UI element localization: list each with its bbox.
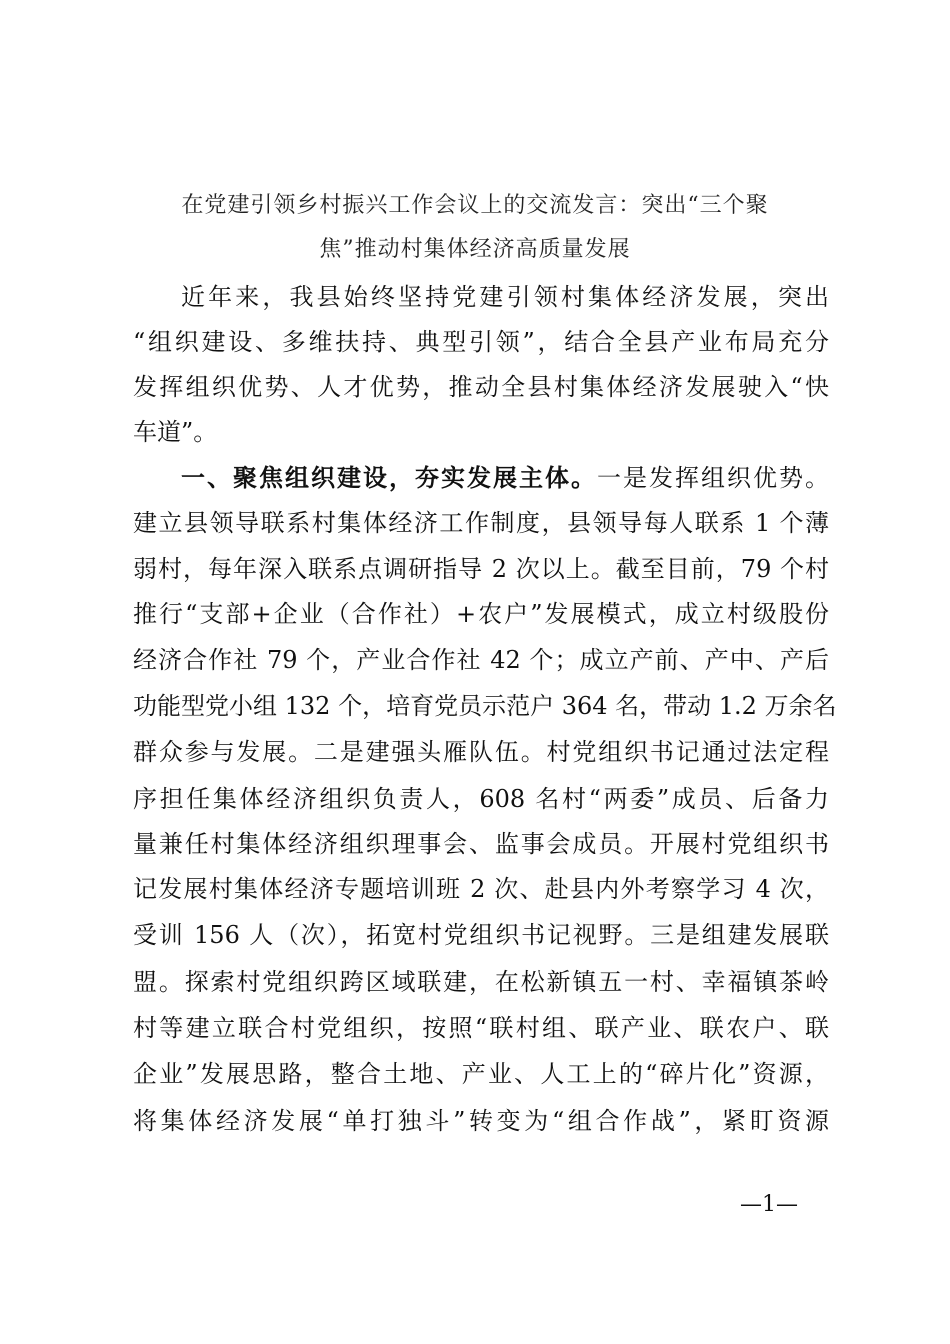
paragraph-line: 量兼任村集体经济组织理事会、监事会成员。开展村党组织书 bbox=[133, 830, 829, 858]
paragraph-line: 企业”发展思路，整合土地、产业、人工上的“碎片化”资源， bbox=[133, 1060, 829, 1088]
paragraph-text: 一是发挥组织优势。 bbox=[597, 464, 829, 492]
paragraph-line: 经济合作社 79 个，产业合作社 42 个；成立产前、产中、产后 bbox=[133, 646, 829, 674]
paragraph-line: 发挥组织优势、人才优势，推动全县村集体经济发展驶入“快 bbox=[133, 373, 829, 401]
paragraph-line: 序担任集体经济组织负责人，608 名村“两委”成员、后备力 bbox=[133, 785, 829, 813]
paragraph-line: 受训 156 人（次），拓宽村党组织书记视野。三是组建发展联 bbox=[133, 921, 829, 949]
document-title-line-2: 焦”推动村集体经济高质量发展 bbox=[319, 237, 631, 262]
section-heading-line bbox=[133, 463, 829, 493]
paragraph-line: 推行“支部+企业（合作社）+农户”发展模式，成立村级股份 bbox=[133, 600, 829, 628]
page-number: —1— bbox=[740, 1192, 798, 1217]
paragraph-line: 车道”。 bbox=[133, 418, 218, 446]
paragraph-line: 记发展村集体经济专题培训班 2 次、赴县内外考察学习 4 次， bbox=[133, 875, 829, 903]
section-heading: 一、聚焦组织建设，夯实发展主体。 bbox=[181, 464, 597, 492]
paragraph-line: 村等建立联合村党组织，按照“联村组、联产业、联农户、联 bbox=[133, 1014, 829, 1042]
paragraph-line: “组织建设、多维扶持、典型引领”，结合全县产业布局充分 bbox=[133, 328, 829, 356]
document-title-line-1: 在党建引领乡村振兴工作会议上的交流发言：突出“三个聚 bbox=[181, 193, 769, 218]
paragraph-line: 将集体经济发展“单打独斗”转变为“组合作战”，紧盯资源 bbox=[133, 1107, 829, 1135]
paragraph-line: 功能型党小组 132 个，培育党员示范户 364 名，带动 1.2 万余名 bbox=[133, 692, 837, 720]
paragraph-line: 群众参与发展。二是建强头雁队伍。村党组织书记通过法定程 bbox=[133, 738, 829, 766]
paragraph-line: 弱村，每年深入联系点调研指导 2 次以上。截至目前，79 个村 bbox=[133, 555, 829, 583]
paragraph-line: 近年来，我县始终坚持党建引领村集体经济发展，突出 bbox=[181, 283, 829, 311]
paragraph-line: 建立县领导联系村集体经济工作制度，县领导每人联系 1 个薄 bbox=[133, 509, 829, 537]
paragraph-line: 盟。探索村党组织跨区域联建，在松新镇五一村、幸福镇茶岭 bbox=[133, 968, 829, 996]
